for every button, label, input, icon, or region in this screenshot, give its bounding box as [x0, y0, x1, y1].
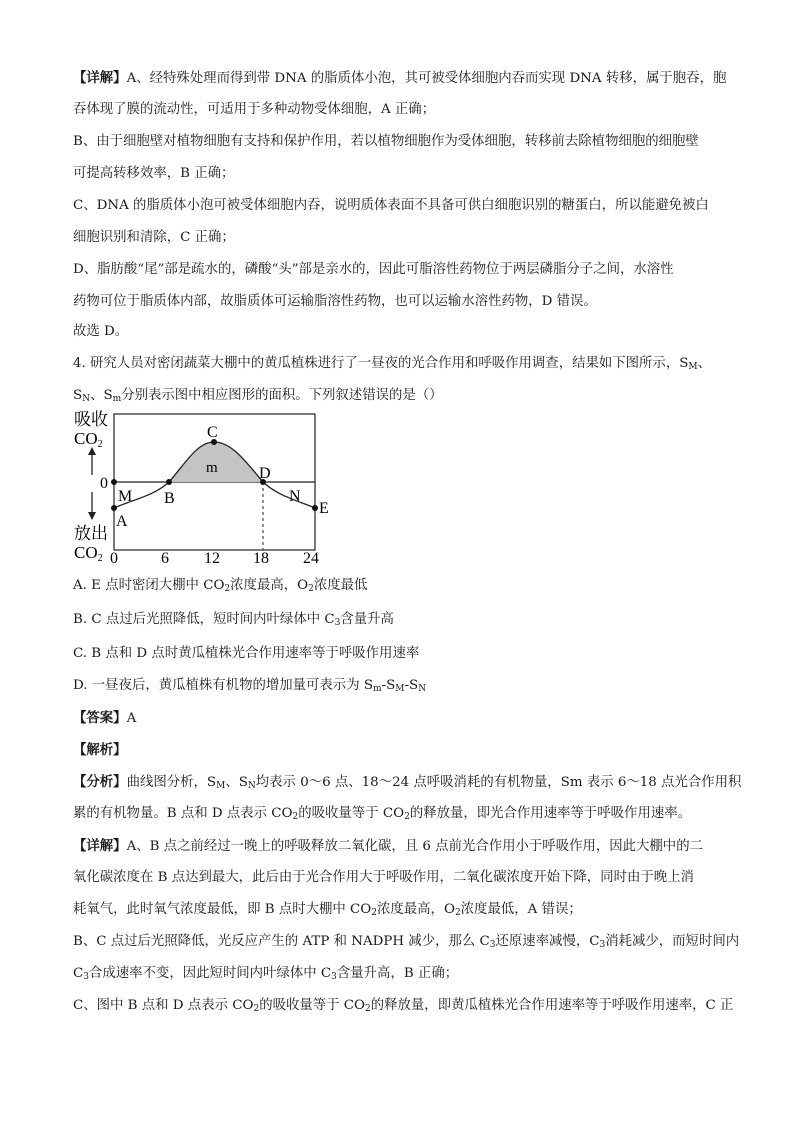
label-n: N: [289, 488, 301, 505]
text-line: C、图中 B 点和 D 点表示 $CO_2$的吸收量等于 $CO_2$的释放量，即黄瓜植株光合作用速率等于呼吸作用速率，C 正: [73, 998, 734, 1014]
x-tick-24: 24: [303, 550, 319, 567]
text-line: C. B 点和 D 点时黄瓜植株光合作用速率等于呼吸作用速率: [73, 646, 420, 661]
text-line: 累的有机物量。B 点和 D 点表示 $CO_2$的吸收量等于 $CO_2$的释放量，即光合作用速率等于呼吸作用速率。: [73, 806, 692, 822]
label-c: C: [207, 424, 218, 441]
label-e: E: [319, 500, 329, 517]
point-m: [111, 479, 117, 485]
x-tick-6: 6: [161, 550, 169, 567]
text-line: A. E 点时密闭大棚中 $CO_2$浓度最高，$O_2$浓度最低: [73, 578, 368, 594]
text-line: 4. 研究人员对密闭蔬菜大棚中的黄瓜植株进行了一昼夜的光合作用和呼吸作用调查，结果如下图所示，$S_M$、: [73, 356, 711, 372]
text-line: 【详解】A、B 点之前经过一晚上的呼吸释放二氧化碳，且 6 点前光合作用小于呼吸作用，因此大棚中的二: [73, 838, 703, 854]
text-line: B、由于细胞壁对植物细胞有支持和保护作用，若以植物细胞作为受体细胞，转移前去除植物细胞的细胞壁: [73, 134, 699, 149]
text-line: B. C 点过后光照降低，短时间内叶绿体中 $C_3$含量升高: [73, 612, 394, 628]
y-bottom-label-1: 放出: [74, 524, 108, 543]
x-tick-12: 12: [204, 550, 220, 567]
text-line: 氧化碳浓度在 B 点达到最大，此后由于光合作用大于呼吸作用，二氧化碳浓度开始下降，同时由于晚上消: [73, 870, 694, 885]
text-line: 【分析】曲线图分析，$S_M$、$S_N$均表示 0～6 点、18～24 点呼吸消耗的有机物量，Sm 表示 6～18 点光合作用积: [73, 774, 742, 791]
text-line: 吞体现了膜的流动性，可适用于多种动物受体细胞，A 正确；: [73, 102, 436, 117]
text-line: C、DNA 的脂质体小泡可被受体细胞内吞，说明质体表面不具备可供白细胞识别的糖蛋白，所以能避免被白: [73, 198, 709, 213]
text-line: 【解析】: [73, 742, 127, 758]
text-line: 【答案】A: [73, 710, 137, 726]
y-top-label-2: CO2: [74, 429, 103, 450]
curve-figure: [70, 408, 340, 568]
x-tick-0: 0: [110, 550, 118, 567]
zero-label: 0: [100, 475, 108, 492]
label-d: D: [259, 465, 271, 482]
label-b: B: [164, 490, 175, 507]
text-line: D、脂肪酸“尾”部是疏水的，磷酸“头”部是亲水的，因此可脂溶性药物位于两层磷脂分子之间，水溶性: [73, 262, 674, 277]
text-line: 【详解】A、经特殊处理而得到带 DNA 的脂质体小泡，其可被受体细胞内吞而实现 DNA 转移，属于胞吞，胞: [73, 70, 727, 86]
text-line: $C_3$合成速率不变，因此短时间内叶绿体中 $C_3$含量升高，B 正确；: [73, 966, 459, 982]
text-line: 可提高转移效率，B 正确；: [73, 166, 235, 181]
text-line: 药物可位于脂质体内部，故脂质体可运输脂溶性药物，也可以运输水溶性药物，D 错误。: [73, 294, 597, 309]
text-line: 故选 D。: [73, 324, 129, 339]
point-e: [312, 505, 318, 511]
y-top-label-1: 吸收: [74, 410, 108, 429]
text-line: B、C 点过后光照降低，光反应产生的 ATP 和 NADPH 减少，那么 $C_3$还原速率减慢，$C_3$消耗减少，而短时间内: [73, 934, 740, 950]
text-line: 耗氧气，此时氧气浓度最低，即 B 点时大棚中 $CO_2$浓度最高，$O_2$浓度最低，A 错误；: [73, 902, 582, 918]
label-m-area: m: [206, 460, 218, 476]
down-arrow-head: [88, 512, 96, 520]
up-arrow-head: [88, 447, 96, 455]
point-a: [111, 505, 117, 511]
y-bottom-label-2: CO2: [74, 543, 103, 564]
text-line: 细胞识别和清除，C 正确；: [73, 230, 235, 245]
text-line: $S_N$、$S_m$分别表示图中相应图形的面积。下列叙述错误的是（）: [73, 388, 443, 404]
point-b: [166, 479, 172, 485]
label-a: A: [116, 513, 128, 530]
x-tick-18: 18: [253, 550, 269, 567]
label-m: M: [118, 488, 133, 505]
text-line: D. 一昼夜后，黄瓜植株有机物的增加量可表示为 $S_m-S_M-S_N$: [73, 678, 427, 694]
